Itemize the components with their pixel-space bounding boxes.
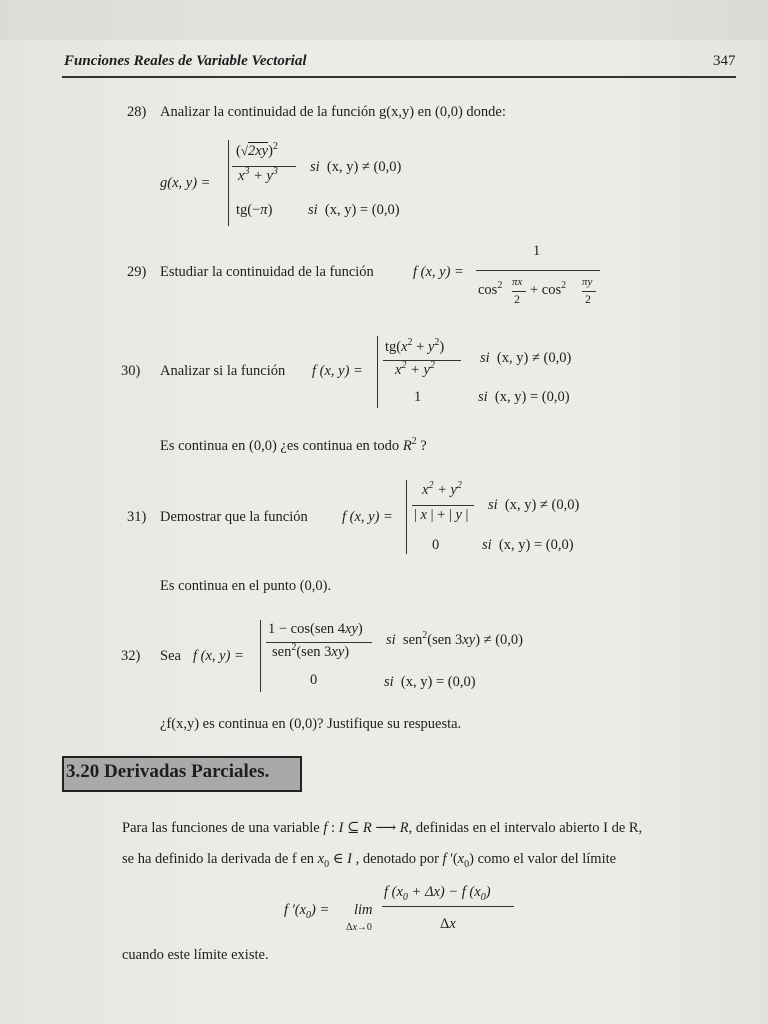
problem-number: 28): [127, 104, 147, 120]
page: Funciones Reales de Variable Vectorial 347 28) Analizar la continuidad de la función g(x,y) en (0,0) donde: g(x, y) = $(√2xy)^2$ $x^3 + y^3$ si (x, y) ≠ (0,0) tg(−π) si (x, y) = (0,0) 29) Estudiar la continuidad de la función f (x, y) = 1 $\cos^2$ πx 2 + $\cos^2$ πy 2 30) Analizar si la función f (x, y) = $tg(x^2 + y^2)$ $x^2 + y^2$ si (x, y) ≠ (0,0) 1 si (x, y) = (0,0) Es continua en (0,0) ¿es continua en todo $R^2$ ? 31) Demostrar que la función f (x, y) = $x^2 + y^2$ | x | + | y | si (x, y) ≠ (0,0) 0 si (x, y) = (0,0) Es continua en el punto (0,0). 32) Sea f (x, y) = 1 − cos(sen 4xy) sen$^2$(sen 3xy) si sen$^2$(sen 3xy) ≠ (0,0) 0 si (x, y) = (0,0) ¿f(x,y) es continua en (0,0)? Justifique su respuesta. 3.20 Derivadas Parciales. Para las funciones de una variable f : I ⊆ R ⟶ R, definidas en el intervalo abierto I de R, se ha definido la derivada de f en $x_0$ ∈ I , denotado por f '$(x_0)$ como el valor del límite f '$(x_0)$ = lim Δx→0 f $(x_0 + \Delta x) - f$ $(x_0)$ Δx cuando este límite existe.: [0, 0, 768, 1024]
running-header: Funciones Reales de Variable Vectorial: [64, 53, 307, 69]
problem-text: Sea: [160, 648, 181, 664]
body-paragraph-line: cuando este límite existe.: [122, 947, 269, 963]
problem-text: Estudiar la continuidad de la función: [160, 264, 374, 280]
followup-text: ¿f(x,y) es continua en (0,0)? Justifique su respuesta.: [160, 716, 462, 732]
body-paragraph-line: Para las funciones de una variable f : I ⊆ R ⟶ R, definidas en el intervalo abierto I de R,: [122, 820, 643, 836]
followup-text: Es continua en (0,0) ¿es continua en todo $R^2$ ?: [160, 436, 427, 454]
problem-number: 32): [121, 648, 141, 664]
page-shadow: [0, 0, 768, 40]
header-rule: [62, 76, 736, 78]
body-paragraph-line: se ha definido la derivada de f en $x_0$ ∈ I , denotado por f '$(x_0)$ como el valor del límite: [122, 851, 617, 870]
followup-text: Es continua en el punto (0,0).: [160, 578, 332, 594]
problem-text: Demostrar que la función: [160, 509, 308, 525]
problem-text: Analizar la continuidad de la función g(x,y) en (0,0) donde:: [160, 104, 506, 120]
problem-number: 31): [127, 509, 147, 525]
page-number: 347: [713, 53, 736, 69]
problem-number: 29): [127, 264, 147, 280]
section-heading: 3.20 Derivadas Parciales.: [66, 761, 270, 782]
problem-number: 30): [121, 363, 141, 379]
problem-text: Analizar si la función: [160, 363, 286, 379]
